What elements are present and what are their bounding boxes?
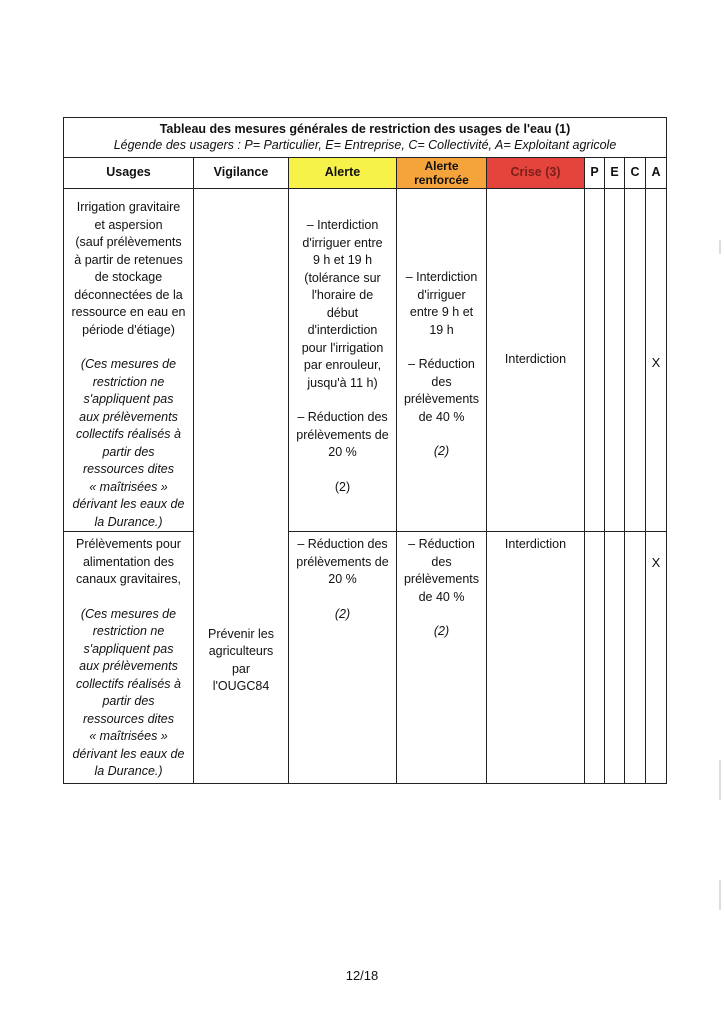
row1-a-mark: X [651, 355, 661, 370]
text-line: 19 h [429, 322, 454, 337]
header-alerte-renforcee-line2: renforcée [414, 173, 469, 187]
row2-usages [64, 532, 194, 784]
row1-usages-text [64, 199, 193, 339]
text-line: aux prélèvements [79, 659, 178, 673]
header-vigilance: Vigilance [194, 158, 289, 189]
text-line: (sauf prélèvements [75, 235, 182, 249]
text-line: des [431, 374, 452, 389]
text-line: à partir de retenues [74, 252, 183, 267]
text-line: ressources dites [82, 462, 174, 476]
text-line: d'irriguer [417, 287, 466, 302]
text-line: prélèvements [403, 392, 480, 406]
text-line: (Ces mesures de [80, 606, 177, 621]
table-row [64, 532, 667, 784]
text-line: canaux gravitaires, [76, 572, 181, 586]
text-line: « maîtrisées » [89, 479, 168, 494]
text-line: s'appliquent pas [83, 392, 174, 406]
text-line: l'horaire de [311, 288, 374, 302]
row1-p [585, 189, 605, 532]
text-line: ressources dites [82, 711, 174, 726]
text-line: 20 % [328, 572, 357, 586]
alerte-note: (2) [334, 606, 351, 621]
scan-artifact [719, 240, 721, 254]
row2-vigilance [194, 532, 289, 784]
text-line: par enrouleur, [303, 358, 382, 372]
text-line: de 40 % [418, 409, 465, 424]
alerte-note: (2) [334, 479, 351, 494]
text-line: prélèvements [403, 572, 480, 586]
text-line: et aspersion [94, 217, 163, 232]
row2-p [585, 532, 605, 784]
text-line: agriculteurs [208, 644, 274, 658]
header-crise [487, 158, 585, 189]
row2-a [646, 532, 667, 784]
text-line: restriction ne [92, 374, 165, 389]
row1-usages [64, 189, 194, 532]
text-line: d'interdiction [307, 323, 378, 337]
row2-crise [487, 532, 585, 784]
text-line: – Réduction [408, 357, 475, 371]
row2-a-mark: X [651, 555, 661, 570]
row2-e [605, 532, 625, 784]
header-a: A [646, 158, 667, 189]
text-line: collectifs réalisés à [76, 676, 181, 691]
text-line: de stockage [94, 270, 163, 284]
header-alerte-renforcee-line1: Alerte [424, 159, 459, 173]
text-line: prélèvements de [296, 554, 389, 569]
text-line: entre 9 h et [409, 305, 474, 319]
header-alerte-renforcee [397, 158, 487, 189]
text-line: – Réduction [408, 537, 475, 551]
text-line: début [326, 305, 359, 320]
header-e: E [605, 158, 625, 189]
header-c: C [625, 158, 646, 189]
text-line: déconnectées de la [74, 287, 183, 302]
text-line: des [431, 554, 452, 569]
text-line: Irrigation gravitaire [76, 200, 181, 214]
text-line: – Réduction des [297, 410, 388, 424]
header-alerte: Alerte [289, 158, 397, 189]
text-line: période d'étiage) [82, 322, 175, 337]
header-row [64, 158, 667, 189]
text-line: 20 % [328, 445, 357, 459]
row1-alerte-renforcee [397, 189, 487, 532]
row1-a [646, 189, 667, 532]
row2-alerte-renforcee [397, 532, 487, 784]
text-line: – Interdiction [405, 270, 478, 284]
row1-usages-note [64, 356, 193, 531]
row1-alerte [289, 189, 397, 532]
scan-artifact [719, 760, 721, 800]
header-usages: Usages [64, 158, 194, 189]
text-line: 9 h et 19 h [312, 253, 373, 267]
table-legend: Légende des usagers : P= Particulier, E= Entreprise, C= Collectivité, A= Exploitant agricole [113, 138, 617, 152]
row1-vigilance [194, 189, 289, 532]
renf-note: (2) [433, 624, 450, 638]
text-line: prélèvements de [296, 427, 389, 442]
text-line: la Durance.) [94, 514, 163, 529]
text-line: partir des [102, 444, 155, 459]
table-title: Tableau des mesures générales de restriction des usages de l'eau (1) [159, 122, 571, 136]
text-line: (tolérance sur [304, 270, 381, 285]
text-line: l'OUGC84 [212, 679, 270, 693]
scan-artifact [719, 880, 721, 910]
text-line: dérivant les eaux de [72, 497, 185, 511]
text-line: par [231, 661, 251, 676]
row1-e [605, 189, 625, 532]
text-line: jusqu'à 11 h) [307, 375, 378, 390]
text-line: dérivant les eaux de [72, 746, 185, 761]
text-line: alimentation des [82, 554, 175, 569]
table-row [64, 189, 667, 532]
header-p: P [585, 158, 605, 189]
text-line: (Ces mesures de [80, 357, 177, 371]
renf-note: (2) [433, 444, 450, 458]
text-line: – Interdiction [306, 218, 379, 232]
text-line: d'irriguer entre [302, 235, 383, 250]
text-line: ressource en eau en [71, 305, 186, 319]
text-line: aux prélèvements [79, 409, 178, 424]
restriction-table [63, 117, 667, 784]
crise-text: Interdiction [504, 352, 567, 366]
page-number: 12/18 [345, 968, 379, 983]
text-line: pour l'irrigation [301, 340, 384, 355]
text-line: restriction ne [92, 624, 165, 638]
row2-usages-note [64, 606, 193, 781]
row1-c [625, 189, 646, 532]
text-line: de 40 % [418, 589, 465, 604]
row2-alerte [289, 532, 397, 784]
text-line: collectifs réalisés à [76, 427, 181, 441]
text-line: partir des [102, 694, 155, 708]
row2-c [625, 532, 646, 784]
row1-crise [487, 189, 585, 532]
text-line: la Durance.) [94, 764, 163, 778]
crise-text: Interdiction [504, 537, 567, 551]
text-line: Prévenir les [208, 626, 274, 641]
text-line: s'appliquent pas [83, 641, 174, 656]
text-line: – Réduction des [297, 537, 388, 551]
text-line: « maîtrisées » [89, 729, 168, 743]
table-caption [64, 118, 667, 158]
text-line: Prélèvements pour [76, 537, 181, 551]
header-crise-label: Crise (3) [510, 165, 561, 180]
